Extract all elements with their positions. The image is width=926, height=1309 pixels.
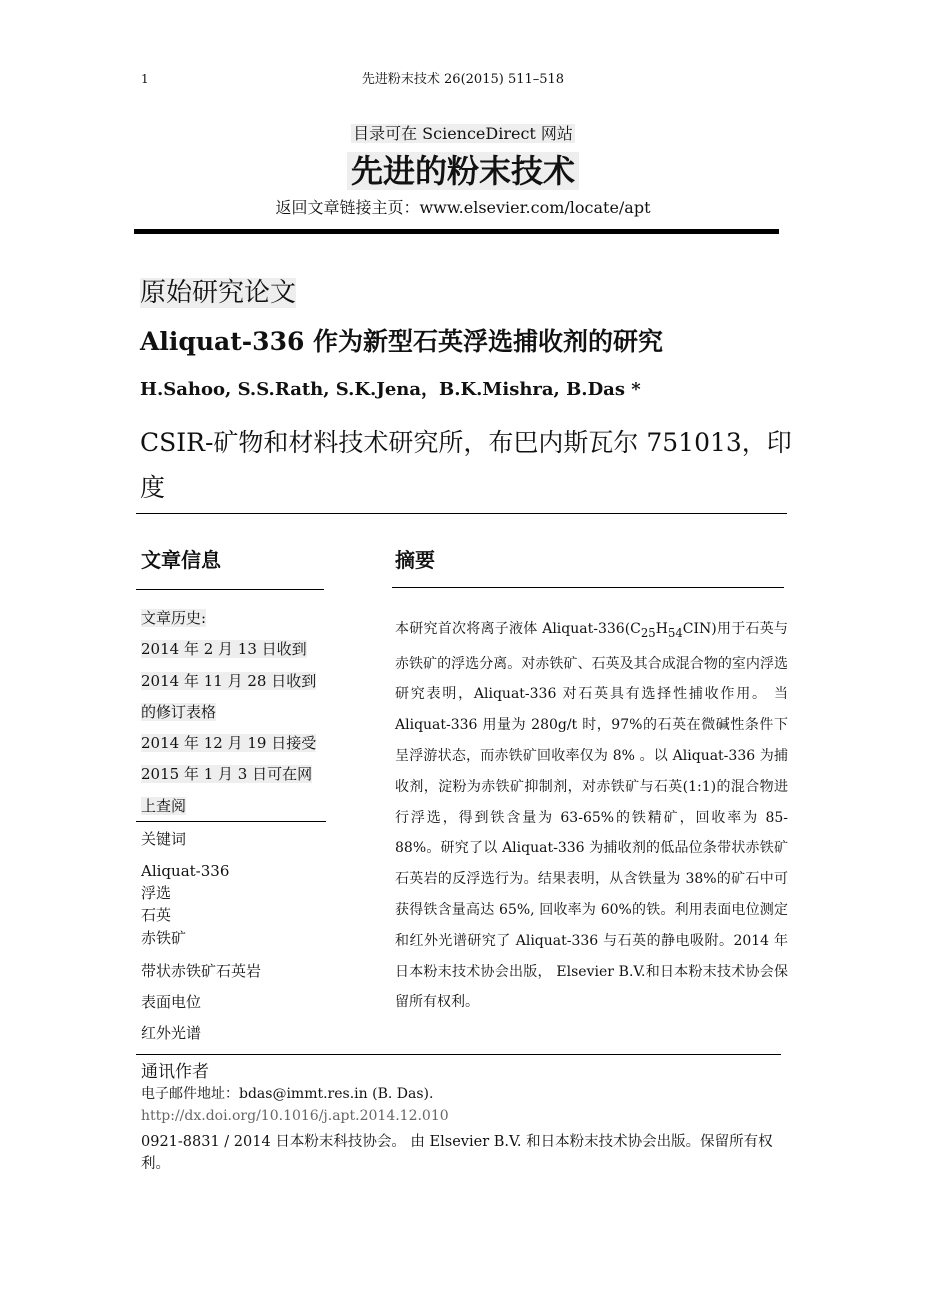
keywords-list <box>141 862 261 1053</box>
toc-line <box>0 121 926 144</box>
article-history <box>141 605 321 824</box>
history-received: 2014 年 2 月 13 日收到 <box>141 640 307 659</box>
authors[interactable]: H.Sahoo, S.S.Rath, S.K.Jena，B.K.Mishra, B.Das * <box>140 379 641 400</box>
history-revised: 2014 年 11 月 28 日收到 <box>141 671 317 690</box>
page-number: 1 <box>141 72 149 86</box>
running-head: 先进粉末技术 26(2015) 511–518 <box>361 72 565 87</box>
journal-title <box>0 146 926 192</box>
abstract-part: H <box>655 621 668 637</box>
article-type-text: 原始研究论文 <box>140 278 297 308</box>
article-type <box>140 272 296 309</box>
affiliation: CSIR-矿物和材料技术研究所，布巴内斯瓦尔 751013，印度 <box>140 428 792 502</box>
copyright: 0921-8831 / 2014 日本粉末科技协会。 由 Elsevier B.V. 和日本粉末技术协会出版。保留所有权利。 <box>141 1134 773 1172</box>
history-label: 文章历史: <box>141 609 207 627</box>
section-divider <box>136 513 787 514</box>
keyword[interactable]: 赤铁矿 <box>141 929 187 947</box>
formula-subscript: 54 <box>667 625 683 640</box>
formula-subscript: 25 <box>640 625 656 640</box>
history-online-cont: 上查阅 <box>141 796 187 815</box>
keyword[interactable]: 石英 <box>141 906 172 924</box>
toc-line-text[interactable]: 目录可在 ScienceDirect 网站 <box>353 124 573 143</box>
history-accepted: 2014 年 12 月 19 日接受 <box>141 734 317 753</box>
article-info-divider <box>136 589 324 590</box>
keyword[interactable]: 带状赤铁矿石英岩 <box>141 962 262 980</box>
keyword[interactable]: 浮选 <box>141 884 172 902</box>
history-revised-form: 的修订表格 <box>141 702 217 721</box>
keywords-label: 关键词 <box>141 830 187 848</box>
journal-title-text: 先进的粉末技术 <box>347 152 579 190</box>
journal-homepage-link[interactable]: 返回文章链接主页：www.elsevier.com/locate/apt <box>275 198 651 217</box>
header-divider <box>134 229 779 234</box>
abstract-part: 本研究首次将离子液体 Aliquat-336(C <box>395 621 641 637</box>
doi-link[interactable]: http://dx.doi.org/10.1016/j.apt.2014.12.010 <box>141 1108 449 1124</box>
keyword[interactable]: 红外光谱 <box>141 1024 202 1042</box>
corresponding-author: 通讯作者 <box>141 1062 209 1082</box>
keyword[interactable]: Aliquat-336 <box>141 862 230 880</box>
article-title: Aliquat-336 作为新型石英浮选捕收剂的研究 <box>140 327 664 356</box>
keywords-divider <box>136 821 326 822</box>
abstract-text <box>395 614 788 1018</box>
abstract-divider <box>392 587 784 588</box>
history-online: 2015 年 1 月 3 日可在网 <box>141 765 313 784</box>
email-address[interactable]: 电子邮件地址：bdas@immt.res.in (B. Das). <box>141 1086 434 1102</box>
abstract-heading: 摘要 <box>395 548 435 572</box>
footer-divider <box>136 1054 781 1055</box>
abstract-part: CIN)用于石英与赤铁矿的浮选分离。对赤铁矿、石英及其合成混合物的室内浮选研究表明，Aliquat-336 对石英具有选择性捕收作用。 当 Aliquat-336 用量为 280g/t 时，97%的石英在微碱性条件下呈浮游状态，而赤铁矿回收率仅为 8% 。以 Aliquat-336 为捕收剂，淀粉为赤铁矿抑制剂，对赤铁矿与石英(1:1)的混合物进行浮选，得到铁含量为 63-65%的铁精矿，回收率为 85-88%。研究了以 Aliquat-336 为捕收剂的低品位条带状赤铁矿石英岩的反浮选行为。结果表明，从含铁量为 38%的矿石中可获得铁含量高达 65%, 回收率为 60%的铁。利用表面电位测定和红外光谱研究了 Aliquat-336 与石英的静电吸附。2014 年日本粉末技术协会出版， Elsevier B.V.和日本粉末技术协会保留所有权利。 <box>395 621 788 1011</box>
article-info-heading: 文章信息 <box>141 548 221 572</box>
keyword[interactable]: 表面电位 <box>141 993 202 1011</box>
